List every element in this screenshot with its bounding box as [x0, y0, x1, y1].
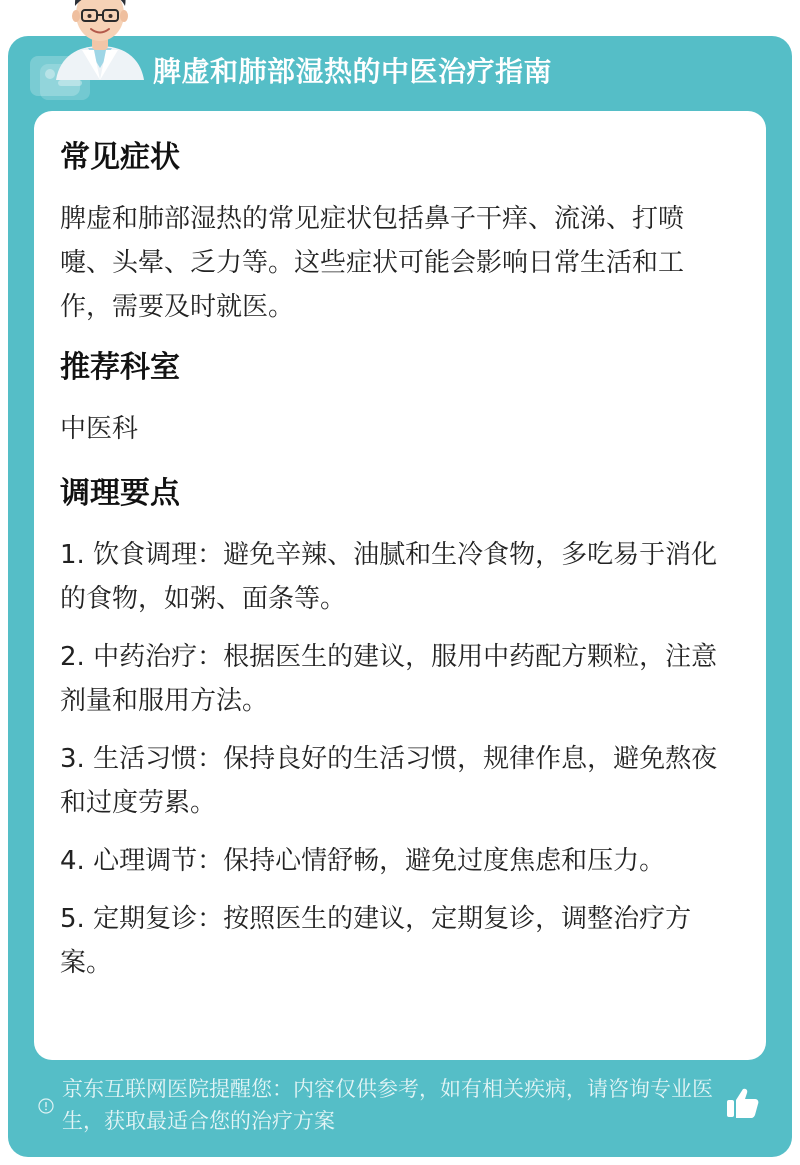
care-item: 3. 生活习惯：保持良好的生活习惯，规律作息，避免熬夜和过度劳累。: [60, 744, 718, 818]
doctor-avatar: [42, 0, 158, 80]
info-icon: [38, 1098, 54, 1114]
care-item: 5. 定期复诊：按照医生的建议，定期复诊，调整治疗方案。: [60, 904, 692, 978]
page-title: 脾虚和肺部湿热的中医治疗指南: [153, 55, 553, 88]
care-item: 2. 中药治疗：根据医生的建议，服用中药配方颗粒，注意剂量和服用方法。: [60, 642, 718, 716]
symptoms-text: 脾虚和肺部湿热的常见症状包括鼻子干痒、流涕、打喷嚏、头晕、乏力等。这些症状可能会影响日常生活和工作，需要及时就医。: [60, 204, 685, 322]
care-item: 1. 饮食调理：避免辛辣、油腻和生冷食物，多吃易于消化的食物，如粥、面条等。: [60, 540, 718, 614]
thumbs-up-icon[interactable]: [724, 1085, 760, 1121]
disclaimer-text: 京东互联网医院提醒您：内容仅供参考，如有相关疾病，请咨询专业医生，获取最适合您的治疗方案: [62, 1077, 713, 1133]
care-heading: 调理要点: [60, 476, 180, 511]
symptoms-heading: 常见症状: [60, 140, 180, 175]
footer-disclaimer: [30, 1073, 730, 1143]
content-card: [34, 111, 766, 1060]
department-heading: 推荐科室: [60, 350, 180, 385]
care-item: 4. 心理调节：保持心情舒畅，避免过度焦虑和压力。: [60, 846, 666, 876]
department-text: 中医科: [60, 414, 139, 444]
